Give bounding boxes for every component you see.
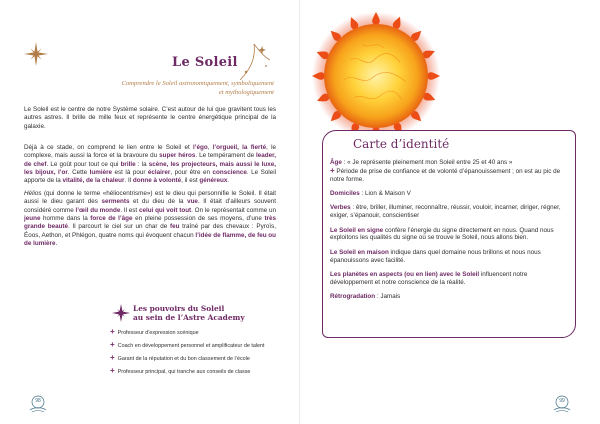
house-row: Le Soleil en maison indique dans quel domaine nous brillons et nous nous épanouissons avec facilité.: [330, 248, 541, 264]
subtitle-line-2: et mythologiquement: [218, 88, 274, 96]
page-title-wrap: [172, 55, 238, 70]
page-number-badge-icon: [28, 394, 48, 414]
intro-paragraph: Le Soleil est le centre de notre Système solaire. C’est autour de lui que gravitent tous les autres astres. Il brille de mille feux et représente le centre énergétique principal de la galaxie.: [24, 106, 276, 130]
page-number-badge-icon: [552, 394, 572, 414]
mythology-paragraph: Hélios (qui donne le terme «héliocentrisme») est le dieu qui personnifie le Soleil. Il était aussi le dieu garant des serments et du dieu de la vue. Il était d’ailleurs souvent considéré comme l’œil du monde. Il est celui qui voit tout. On le représentait comme un jeune homme dans la force de l’âge en pleine possession de ses moyens, d’une très grande beauté. Il parcourt le ciel sur un char de feu traîné par des chevaux : Pyroïs, Éoos, Aethon, et Phlégon, quatre noms qui évoquent chacun l’idée de flamme, de feu ou de lumière.: [24, 190, 277, 248]
plus-bullet-icon: +: [110, 353, 115, 362]
plus-bullet-icon: +: [110, 340, 115, 349]
plus-bullet-icon: +: [330, 165, 335, 175]
list-item: + Garant de la réputation et du bon classement de l’école: [110, 353, 250, 362]
sparkle-star-icon: [112, 304, 130, 322]
page-subtitle: [74, 80, 274, 97]
sign-row: Le Soleil en signe confère l’énergie du signe directement en nous. Quand nous exploitons les qualités du signe où se trouve le Soleil, nous allons bien.: [330, 226, 554, 242]
domiciles-row: Domiciles : Lion & Maison V: [330, 190, 411, 198]
age-row: Âge : « Je représente pleinement mon Soleil entre 25 et 40 ans » + Période de prise de confiance et de volonté d’épanouissement ; on est au pic de notre forme.: [330, 159, 561, 183]
identity-card: [322, 130, 576, 338]
list-item: + Coach en développement personnel et amplificateur de talent: [110, 340, 265, 349]
celestial-flourish-icon: [236, 40, 272, 82]
page-title: Le Soleil: [172, 55, 238, 70]
powers-heading: [133, 304, 245, 323]
card-title: Carte d’identité: [353, 137, 450, 151]
card-body: [330, 159, 570, 307]
sun-illustration: [310, 10, 442, 142]
page-number: 98: [35, 398, 41, 404]
powers-list: [110, 326, 265, 378]
subtitle-line-1: Comprendre le Soleil astronomiquement, symboliquement: [121, 80, 274, 87]
page-number: 99: [559, 398, 565, 404]
symbolism-paragraph: Déjà à ce stade, on comprend le lien entre le Soleil et l’égo, l’orgueil, la fierté, le complexe, mais aussi la force et la bravoure du super héros. Le tempérament de leader, de chef. Le goût pour tout ce qui brille : la scène, les projecteurs, mais aussi le luxe, les bijoux, l’or. Cette lumière est là pour éclairer, pour être en conscience. Le Soleil apporte de la vitalité, de la chaleur. Il donne à volonté, il est généreux.: [24, 144, 277, 185]
powers-heading-line-1: Les pouvoirs du Soleil: [133, 304, 225, 313]
retrograde-row: Rétrogradation : Jamais: [330, 293, 401, 301]
plus-bullet-icon: +: [110, 327, 115, 336]
sparkle-star-icon: [24, 42, 48, 66]
verbs-row: Verbes : être, briller, illuminer, reconnaître, réussir, vouloir, incarner, diriger, régner, exiger, s’épanouir, conscientiser: [330, 204, 561, 220]
list-item: + Professeur principal, qui tranche aux conseils de classe: [110, 366, 251, 375]
aspects-row: Les planètes en aspects (ou en lien) avec le Soleil influencent notre développement et notre conscience de la réalité.: [330, 270, 528, 286]
list-item: + Professeur d’expression scénique: [110, 327, 199, 336]
powers-heading-line-2: au sein de l’Astre Academy: [133, 313, 245, 323]
plus-bullet-icon: +: [110, 366, 115, 375]
